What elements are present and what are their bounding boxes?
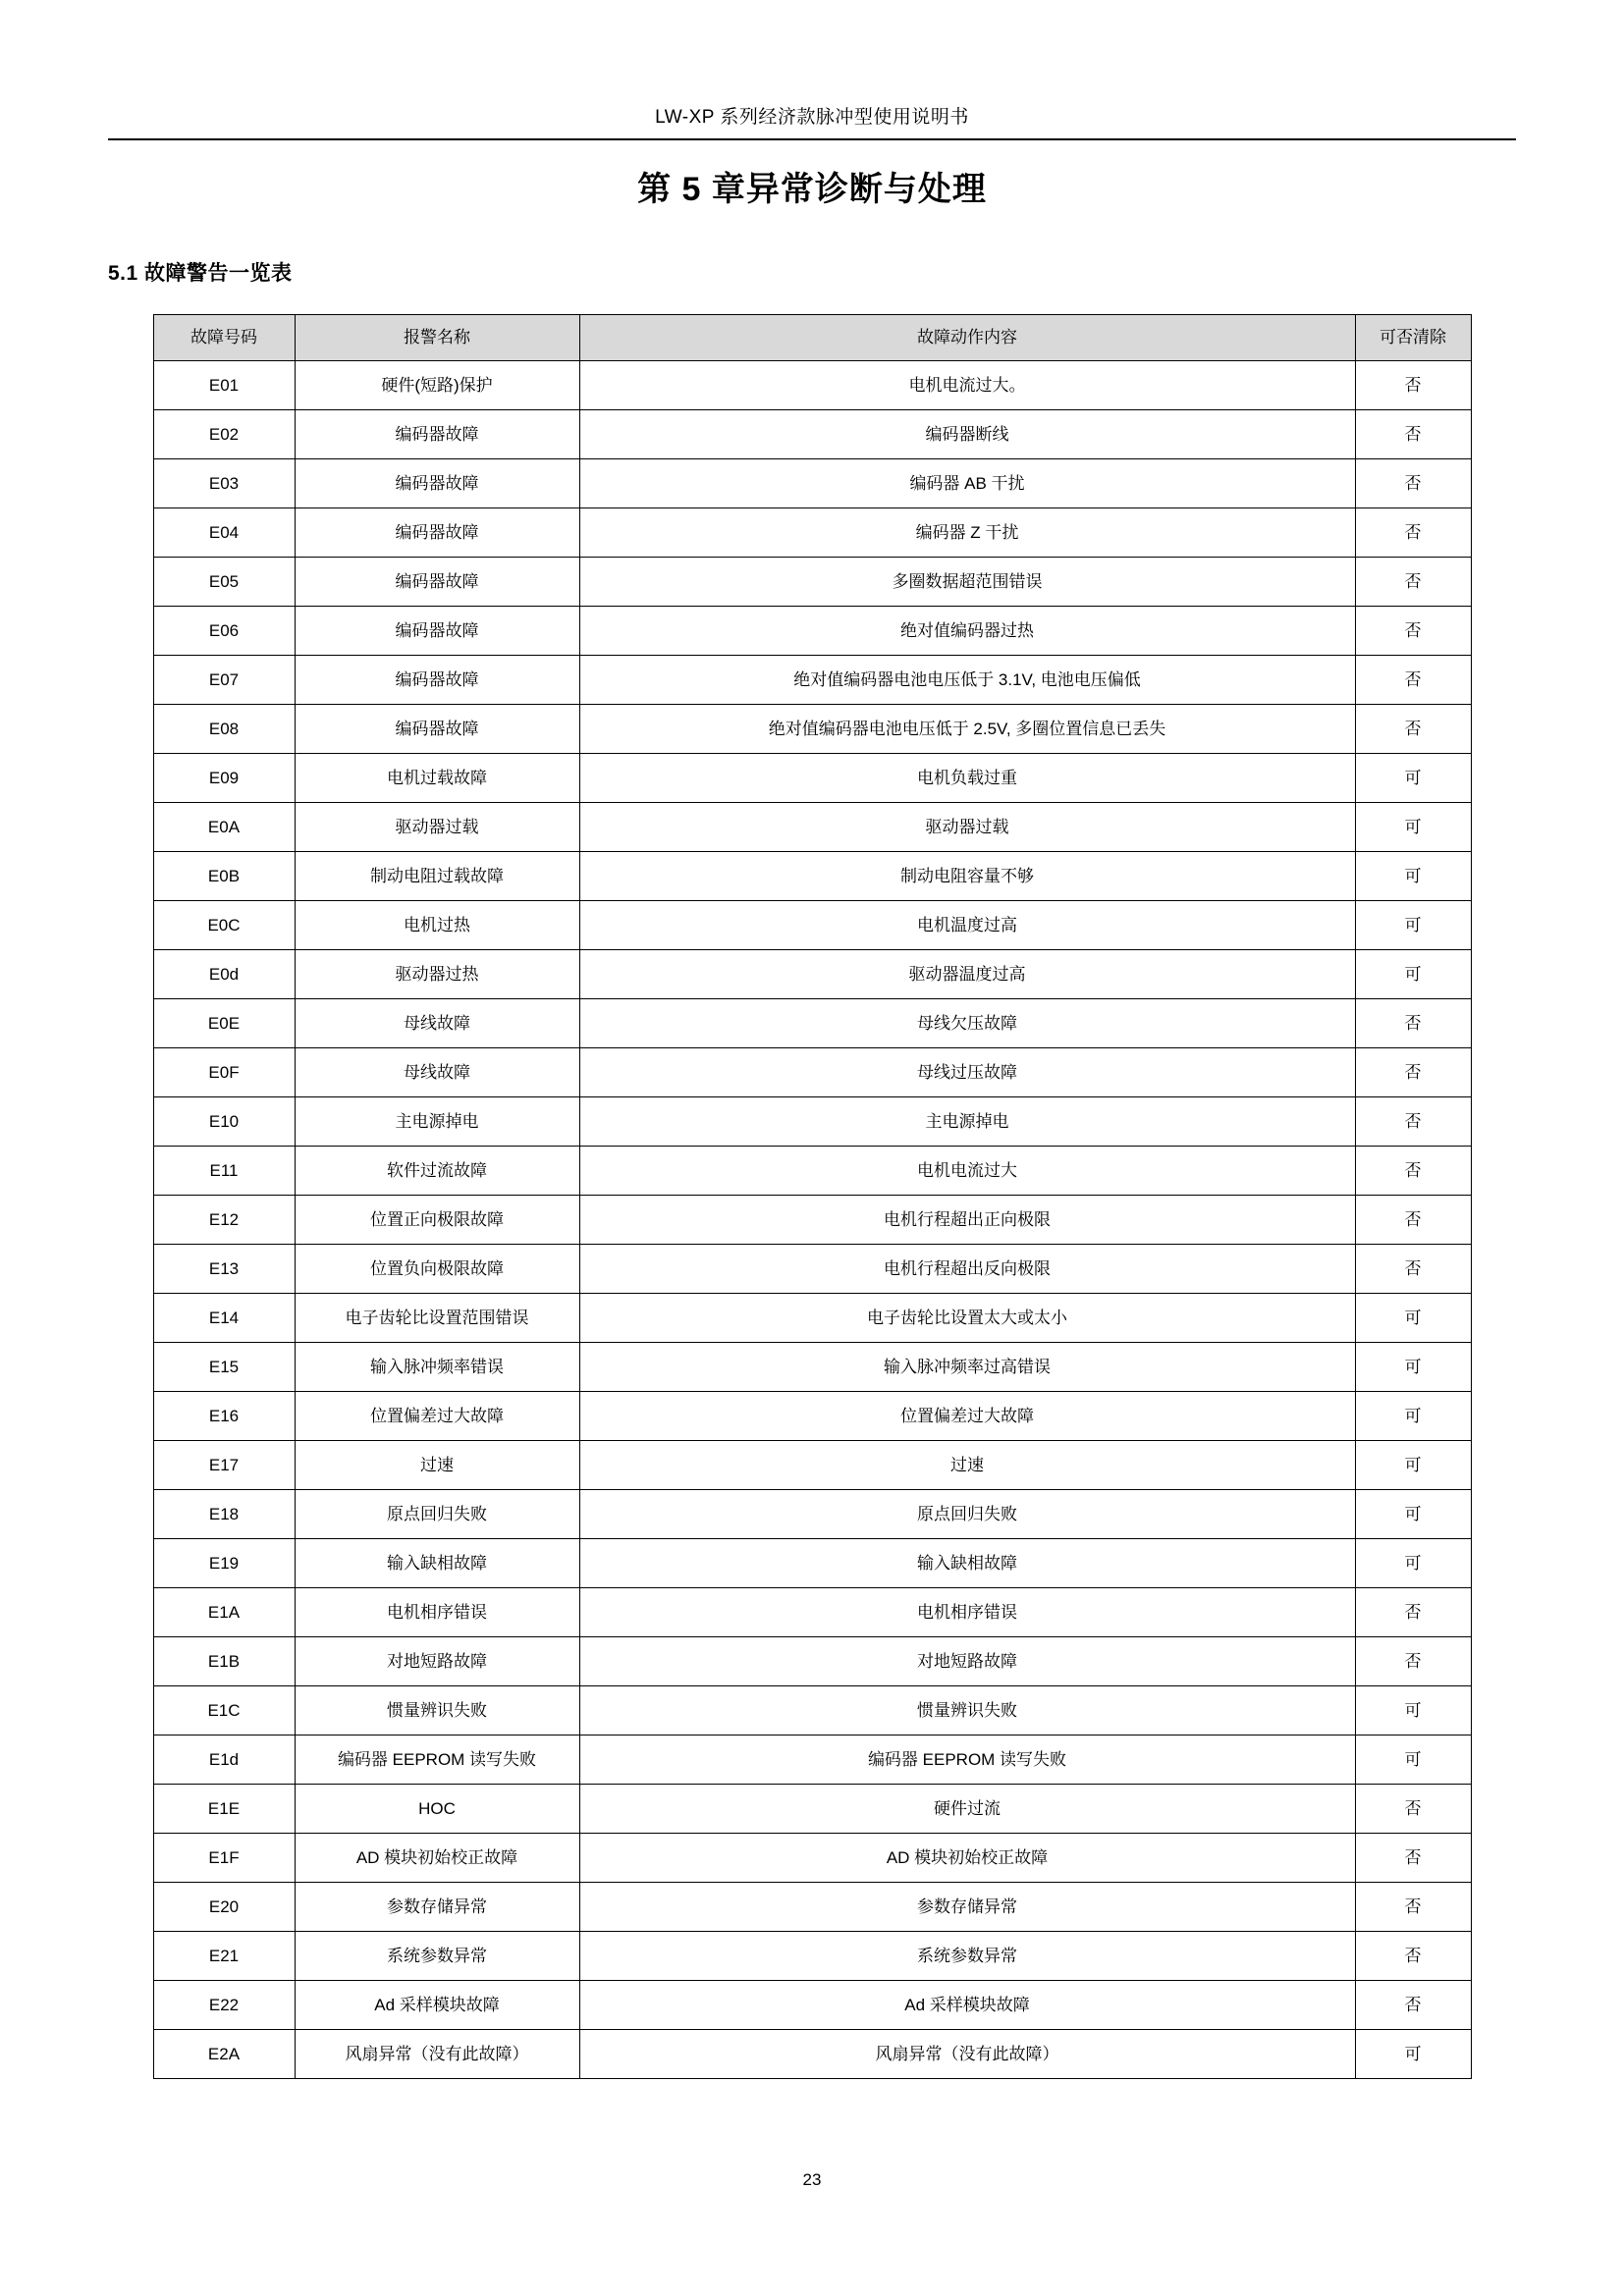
cell-fault-code: E1E [153,1785,295,1834]
cell-fault-action: 母线过压故障 [579,1048,1355,1097]
cell-alarm-name: HOC [295,1785,579,1834]
cell-fault-code: E15 [153,1343,295,1392]
cell-clearable: 可 [1355,1343,1471,1392]
cell-fault-action: 电机电流过大 [579,1147,1355,1196]
cell-fault-code: E04 [153,508,295,558]
page-header [108,0,1516,210]
cell-alarm-name: 编码器故障 [295,558,579,607]
cell-clearable: 可 [1355,1294,1471,1343]
cell-fault-action: 系统参数异常 [579,1932,1355,1981]
table-row [153,1539,1471,1588]
cell-clearable: 可 [1355,754,1471,803]
cell-alarm-name: 位置正向极限故障 [295,1196,579,1245]
cell-fault-action: 绝对值编码器电池电压低于 2.5V, 多圈位置信息已丢失 [579,705,1355,754]
table-row [153,1785,1471,1834]
table-row [153,459,1471,508]
cell-alarm-name: Ad 采样模块故障 [295,1981,579,2030]
cell-fault-code: E11 [153,1147,295,1196]
cell-clearable: 可 [1355,1392,1471,1441]
cell-fault-code: E0d [153,950,295,999]
cell-alarm-name: 编码器故障 [295,705,579,754]
cell-fault-code: E12 [153,1196,295,1245]
cell-fault-action: AD 模块初始校正故障 [579,1834,1355,1883]
section-title: 5.1 故障警告一览表 [108,262,293,285]
cell-alarm-name: 编码器故障 [295,410,579,459]
table-row [153,705,1471,754]
cell-fault-action: 惯量辨识失败 [579,1686,1355,1735]
cell-fault-code: E08 [153,705,295,754]
cell-fault-action: 电机电流过大。 [579,361,1355,410]
table-header-row [153,315,1471,361]
table-row [153,1343,1471,1392]
cell-fault-action: 风扇异常（没有此故障） [579,2030,1355,2079]
cell-clearable: 否 [1355,999,1471,1048]
cell-alarm-name: 电机过热 [295,901,579,950]
cell-fault-code: E0B [153,852,295,901]
cell-clearable: 可 [1355,2030,1471,2079]
cell-clearable: 否 [1355,1097,1471,1147]
cell-fault-code: E05 [153,558,295,607]
cell-alarm-name: 惯量辨识失败 [295,1686,579,1735]
table-row [153,1294,1471,1343]
cell-clearable: 否 [1355,705,1471,754]
cell-clearable: 否 [1355,558,1471,607]
cell-clearable: 否 [1355,508,1471,558]
table-row [153,754,1471,803]
fault-code-table [153,314,1472,2079]
table-row [153,950,1471,999]
cell-alarm-name: 过速 [295,1441,579,1490]
cell-alarm-name: 位置偏差过大故障 [295,1392,579,1441]
column-header-action: 故障动作内容 [579,315,1355,361]
cell-clearable: 可 [1355,852,1471,901]
cell-fault-action: 位置偏差过大故障 [579,1392,1355,1441]
cell-fault-code: E09 [153,754,295,803]
cell-alarm-name: 系统参数异常 [295,1932,579,1981]
cell-clearable: 可 [1355,1539,1471,1588]
cell-alarm-name: 编码器 EEPROM 读写失败 [295,1735,579,1785]
table-row [153,1196,1471,1245]
cell-alarm-name: 位置负向极限故障 [295,1245,579,1294]
cell-fault-code: E01 [153,361,295,410]
table-row [153,1490,1471,1539]
cell-fault-action: 电机行程超出反向极限 [579,1245,1355,1294]
cell-fault-action: 母线欠压故障 [579,999,1355,1048]
cell-fault-code: E1d [153,1735,295,1785]
table-row [153,607,1471,656]
cell-alarm-name: 制动电阻过载故障 [295,852,579,901]
cell-fault-action: 主电源掉电 [579,1097,1355,1147]
table-row [153,1097,1471,1147]
cell-fault-code: E1B [153,1637,295,1686]
table-row [153,656,1471,705]
cell-fault-action: 电机负载过重 [579,754,1355,803]
table-row [153,1392,1471,1441]
cell-alarm-name: 电机相序错误 [295,1588,579,1637]
table-row [153,361,1471,410]
cell-fault-code: E17 [153,1441,295,1490]
cell-alarm-name: 软件过流故障 [295,1147,579,1196]
cell-clearable: 否 [1355,1196,1471,1245]
cell-alarm-name: 编码器故障 [295,656,579,705]
cell-fault-action: 对地短路故障 [579,1637,1355,1686]
cell-fault-code: E2A [153,2030,295,2079]
cell-fault-code: E0C [153,901,295,950]
table-row [153,1147,1471,1196]
cell-fault-code: E16 [153,1392,295,1441]
cell-alarm-name: 驱动器过热 [295,950,579,999]
column-header-code: 故障号码 [153,315,295,361]
cell-alarm-name: 电机过载故障 [295,754,579,803]
table-row [153,1883,1471,1932]
table-row [153,1686,1471,1735]
cell-clearable: 可 [1355,1441,1471,1490]
cell-clearable: 可 [1355,950,1471,999]
cell-alarm-name: 输入缺相故障 [295,1539,579,1588]
cell-fault-action: 电机行程超出正向极限 [579,1196,1355,1245]
chapter-title: 第 5 章异常诊断与处理 [637,171,987,208]
cell-fault-action: 编码器 Z 干扰 [579,508,1355,558]
cell-fault-code: E06 [153,607,295,656]
cell-clearable: 否 [1355,361,1471,410]
cell-fault-action: 驱动器温度过高 [579,950,1355,999]
table-row [153,1588,1471,1637]
cell-alarm-name: 编码器故障 [295,508,579,558]
cell-fault-code: E22 [153,1981,295,2030]
cell-alarm-name: 风扇异常（没有此故障） [295,2030,579,2079]
table-row [153,508,1471,558]
cell-clearable: 否 [1355,1147,1471,1196]
table-row [153,1834,1471,1883]
table-row [153,852,1471,901]
table-row [153,901,1471,950]
table-row [153,1048,1471,1097]
page-number: 23 [802,2170,822,2189]
table-row [153,803,1471,852]
cell-fault-action: 多圈数据超范围错误 [579,558,1355,607]
running-head: LW-XP 系列经济款脉冲型使用说明书 [655,107,969,128]
cell-alarm-name: 母线故障 [295,999,579,1048]
cell-fault-action: 过速 [579,1441,1355,1490]
table-row [153,999,1471,1048]
cell-fault-action: 绝对值编码器电池电压低于 3.1V, 电池电压偏低 [579,656,1355,705]
column-header-alarm-name: 报警名称 [295,315,579,361]
table-row [153,1735,1471,1785]
cell-fault-action: 电子齿轮比设置太大或太小 [579,1294,1355,1343]
cell-clearable: 可 [1355,803,1471,852]
cell-fault-action: 输入脉冲频率过高错误 [579,1343,1355,1392]
cell-clearable: 可 [1355,901,1471,950]
cell-alarm-name: 主电源掉电 [295,1097,579,1147]
table-row [153,410,1471,459]
cell-clearable: 否 [1355,1245,1471,1294]
table-body [153,361,1471,2079]
cell-fault-code: E19 [153,1539,295,1588]
cell-fault-action: 原点回归失败 [579,1490,1355,1539]
cell-clearable: 否 [1355,1588,1471,1637]
cell-fault-code: E1F [153,1834,295,1883]
cell-clearable: 否 [1355,1785,1471,1834]
cell-alarm-name: 输入脉冲频率错误 [295,1343,579,1392]
cell-alarm-name: 驱动器过载 [295,803,579,852]
table-row [153,2030,1471,2079]
cell-alarm-name: 电子齿轮比设置范围错误 [295,1294,579,1343]
cell-alarm-name: AD 模块初始校正故障 [295,1834,579,1883]
cell-fault-code: E02 [153,410,295,459]
table-row [153,1981,1471,2030]
cell-clearable: 否 [1355,459,1471,508]
cell-clearable: 可 [1355,1490,1471,1539]
cell-fault-code: E13 [153,1245,295,1294]
cell-fault-code: E1C [153,1686,295,1735]
cell-alarm-name: 参数存储异常 [295,1883,579,1932]
cell-alarm-name: 母线故障 [295,1048,579,1097]
cell-clearable: 可 [1355,1686,1471,1735]
table-header [153,315,1471,361]
column-header-clearable: 可否清除 [1355,315,1471,361]
table-row [153,1441,1471,1490]
cell-fault-code: E10 [153,1097,295,1147]
cell-fault-code: E21 [153,1932,295,1981]
cell-fault-action: 硬件过流 [579,1785,1355,1834]
table-row [153,1245,1471,1294]
cell-alarm-name: 编码器故障 [295,459,579,508]
cell-fault-action: 输入缺相故障 [579,1539,1355,1588]
cell-fault-code: E20 [153,1883,295,1932]
cell-clearable: 否 [1355,1048,1471,1097]
cell-fault-action: 电机相序错误 [579,1588,1355,1637]
cell-fault-action: 绝对值编码器过热 [579,607,1355,656]
cell-clearable: 否 [1355,656,1471,705]
cell-fault-action: 参数存储异常 [579,1883,1355,1932]
cell-fault-action: 电机温度过高 [579,901,1355,950]
cell-fault-code: E07 [153,656,295,705]
cell-fault-action: 编码器 AB 干扰 [579,459,1355,508]
cell-fault-code: E18 [153,1490,295,1539]
cell-clearable: 否 [1355,410,1471,459]
table-row [153,558,1471,607]
table-row [153,1637,1471,1686]
cell-fault-code: E14 [153,1294,295,1343]
cell-clearable: 否 [1355,1834,1471,1883]
cell-clearable: 否 [1355,607,1471,656]
cell-fault-action: 编码器断线 [579,410,1355,459]
cell-alarm-name: 编码器故障 [295,607,579,656]
cell-clearable: 可 [1355,1735,1471,1785]
header-divider [108,138,1516,140]
cell-fault-code: E0F [153,1048,295,1097]
cell-fault-code: E1A [153,1588,295,1637]
cell-clearable: 否 [1355,1883,1471,1932]
cell-fault-code: E03 [153,459,295,508]
cell-clearable: 否 [1355,1932,1471,1981]
cell-fault-action: Ad 采样模块故障 [579,1981,1355,2030]
cell-clearable: 否 [1355,1981,1471,2030]
cell-fault-action: 制动电阻容量不够 [579,852,1355,901]
cell-fault-action: 编码器 EEPROM 读写失败 [579,1735,1355,1785]
cell-fault-code: E0A [153,803,295,852]
cell-alarm-name: 对地短路故障 [295,1637,579,1686]
cell-fault-action: 驱动器过载 [579,803,1355,852]
cell-fault-code: E0E [153,999,295,1048]
cell-clearable: 否 [1355,1637,1471,1686]
cell-alarm-name: 原点回归失败 [295,1490,579,1539]
cell-alarm-name: 硬件(短路)保护 [295,361,579,410]
table-row [153,1932,1471,1981]
